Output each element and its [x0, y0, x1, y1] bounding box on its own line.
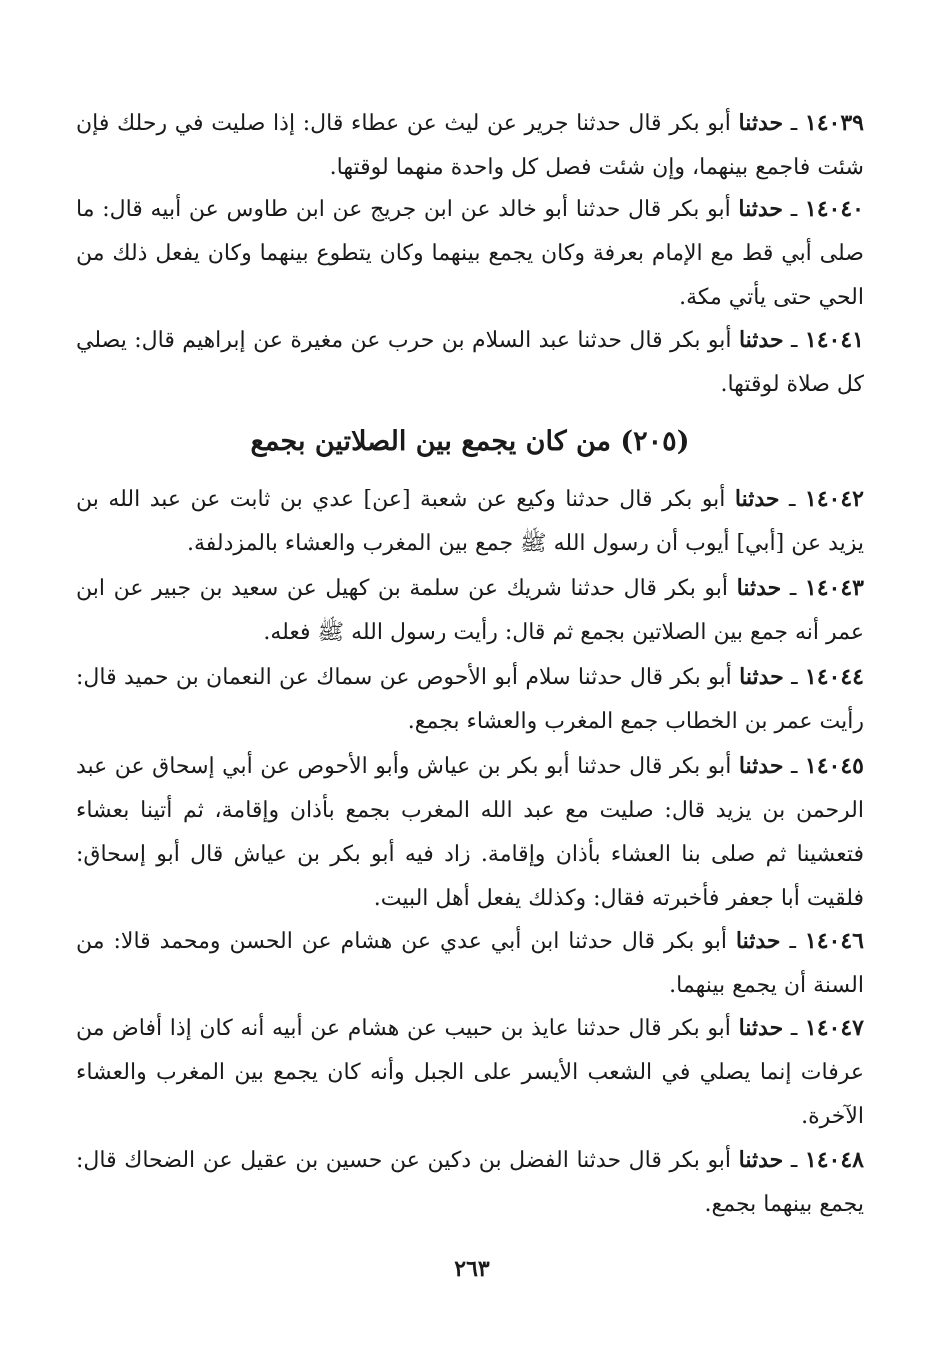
hadith-number: ١٤٠٤٠ — [804, 196, 864, 222]
dash: ـ — [783, 665, 798, 690]
hadith-number: ١٤٠٤٤ — [804, 664, 864, 690]
hadith-number: ١٤٠٤١ — [804, 327, 864, 353]
page-number: ٢٦٣ — [454, 1256, 490, 1282]
hadith-number: ١٤٠٤٢ — [804, 486, 864, 512]
hadith-lead: حدثنا — [739, 664, 784, 690]
hadith-text: أبو بكر قال حدثنا عايذ بن حبيب عن هشام عن أبيه أنه كان إذا أفاض من عرفات إنما يصلي في الشعب الأيسر على الجبل وأنه كان يجمع بين المغرب والعشاء الآخرة. — [76, 1016, 864, 1129]
dash: ـ — [783, 328, 798, 353]
dash: ـ — [779, 487, 796, 512]
hadith-14040 — [76, 187, 864, 320]
hadith-text: أبو بكر قال حدثنا أبو بكر بن عياش وأبو الأحوص عن أبي إسحاق عن عبد الرحمن بن يزيد قال: صليت مع عبد الله المغرب بجمع بأذان وإقامة، ثم أتينا بعشاء فتعشينا ثم صلى بنا العشاء بأذان وإقامة. زاد فيه أبو بكر بن عياش قال أبو إسحاق: فلقيت أبا جعفر فأخبرته فقال: وكذلك يفعل أهل البيت. — [76, 754, 864, 911]
hadith-14045 — [76, 744, 864, 921]
hadith-text: أبو بكر قال حدثنا ابن أبي عدي عن هشام عن الحسن ومحمد قالا: من السنة أن يجمع بينهما. — [76, 929, 864, 998]
hadith-lead: حدثنا — [738, 327, 784, 353]
hadith-lead: حدثنا — [735, 928, 781, 954]
dash: ـ — [780, 929, 796, 954]
hadith-lead: حدثنا — [734, 486, 780, 512]
hadith-text: أبو بكر قال حدثنا شريك عن سلمة بن كهيل عن سعيد بن جبير عن ابن عمر أنه جمع بين الصلاتين بجمع ثم قال: رأيت رسول الله ﷺ فعله. — [76, 576, 864, 645]
hadith-lead: حدثنا — [738, 196, 784, 222]
dash: ـ — [783, 1148, 798, 1173]
hadith-lead: حدثنا — [736, 575, 782, 601]
hadith-text: أبو بكر قال حدثنا الفضل بن دكين عن حسين بن عقيل عن الضحاك قال: يجمع بينهما بجمع. — [76, 1148, 864, 1217]
hadith-14046 — [76, 919, 864, 1008]
hadith-lead: حدثنا — [738, 753, 784, 779]
chapter-heading: (٢٠٥) من كان يجمع بين الصلاتين بجمع — [250, 426, 690, 457]
dash: ـ — [781, 576, 797, 601]
dash: ـ — [783, 111, 798, 136]
hadith-text: أبو بكر قال حدثنا جرير عن ليث عن عطاء قال: إذا صليت في رحلك فإن شئت فاجمع بينهما، وإن شئت فصل كل واحدة منهما لوقتها. — [76, 111, 864, 180]
hadith-14043 — [76, 566, 864, 655]
hadith-14039 — [76, 101, 864, 190]
hadith-text: أبو بكر قال حدثنا وكيع عن شعبة [عن] عدي بن ثابت عن عبد الله بن يزيد عن [أبي] أيوب أن رسول الله ﷺ جمع بين المغرب والعشاء بالمزدلفة. — [76, 487, 864, 556]
hadith-number: ١٤٠٤٦ — [804, 928, 864, 954]
hadith-14044 — [76, 655, 864, 744]
hadith-text: أبو بكر قال حدثنا سلام أبو الأحوص عن سماك عن النعمان بن حميد قال: رأيت عمر بن الخطاب جمع المغرب والعشاء بجمع. — [76, 665, 864, 734]
hadith-text: أبو بكر قال حدثنا عبد السلام بن حرب عن مغيرة عن إبراهيم قال: يصلي كل صلاة لوقتها. — [76, 328, 864, 397]
dash: ـ — [783, 1016, 798, 1041]
hadith-14041 — [76, 318, 864, 407]
hadith-number: ١٤٠٤٧ — [804, 1015, 864, 1041]
hadith-14042 — [76, 477, 864, 566]
hadith-number: ١٤٠٤٣ — [804, 575, 864, 601]
hadith-14048 — [76, 1138, 864, 1227]
hadith-14047 — [76, 1006, 864, 1139]
dash: ـ — [783, 197, 798, 222]
hadith-number: ١٤٠٤٨ — [804, 1147, 864, 1173]
hadith-number: ١٤٠٤٥ — [804, 753, 864, 779]
hadith-lead: حدثنا — [738, 1147, 784, 1173]
hadith-number: ١٤٠٣٩ — [804, 110, 864, 136]
hadith-text: أبو بكر قال حدثنا أبو خالد عن ابن جريج عن ابن طاوس عن أبيه قال: ما صلى أبي قط مع الإمام بعرفة وكان يجمع بينهما وكان يتطوع بينهما وكان يفعل ذلك من الحي حتى يأتي مكة. — [76, 197, 864, 310]
dash: ـ — [783, 754, 798, 779]
hadith-lead: حدثنا — [738, 1015, 784, 1041]
hadith-lead: حدثنا — [738, 110, 784, 136]
